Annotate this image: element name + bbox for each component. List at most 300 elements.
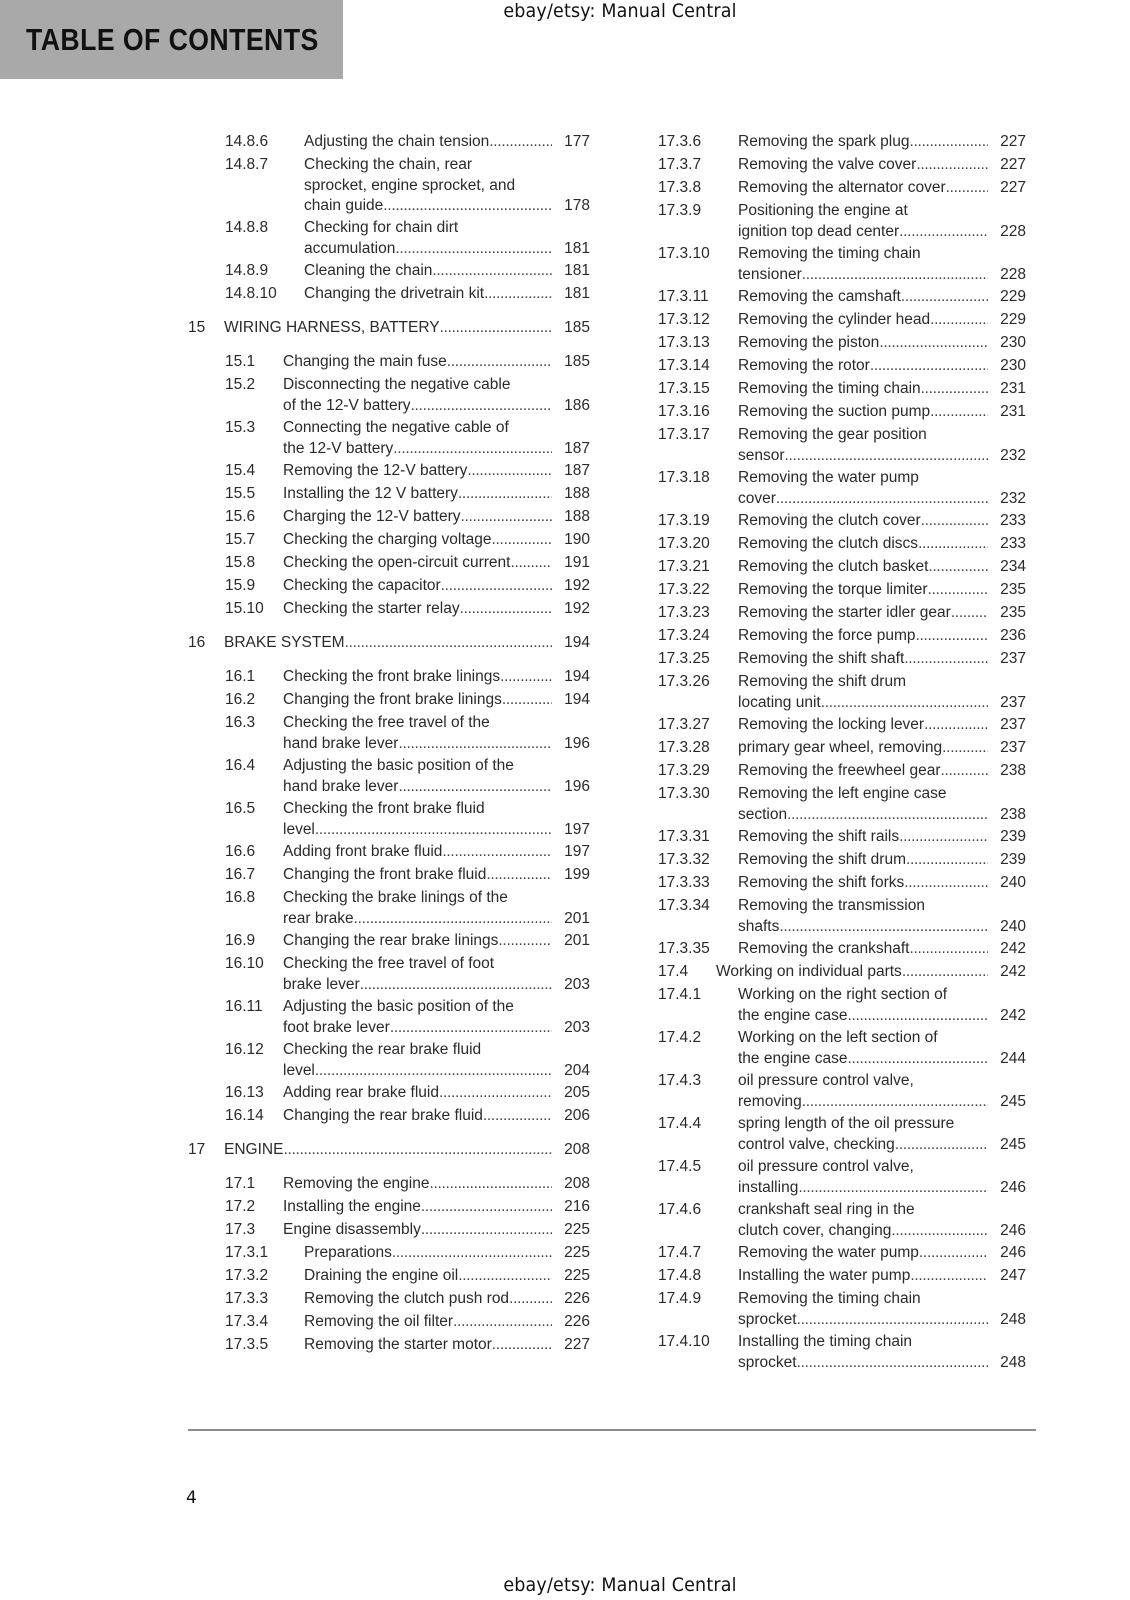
section-title: Adjusting the chain tension xyxy=(304,133,490,150)
page-ref: 196 xyxy=(564,777,590,795)
dot-leader xyxy=(879,333,988,353)
section-title: Removing the suction pump xyxy=(738,403,931,420)
section-number: 15.7 xyxy=(225,531,256,548)
section-title: Removing the left engine case xyxy=(738,785,947,802)
section-number: 16.9 xyxy=(225,932,256,949)
section-title: Draining the engine oil xyxy=(304,1267,459,1284)
section-title: tensioner xyxy=(738,265,802,283)
dot-leader xyxy=(928,557,988,577)
section-title: Disconnecting the negative cable xyxy=(283,376,511,393)
dot-leader xyxy=(802,265,988,285)
section-title: clutch cover, changing xyxy=(738,1221,892,1239)
section-title: section xyxy=(738,805,788,823)
dot-leader xyxy=(930,310,988,330)
page-ref: 228 xyxy=(1000,265,1026,283)
toc-entry-line[interactable] xyxy=(0,265,1040,285)
section-title: Positioning the engine at xyxy=(738,202,908,219)
toc-entry-line[interactable] xyxy=(0,1310,1040,1330)
dot-leader xyxy=(951,603,988,623)
section-number: 17.3.13 xyxy=(658,334,710,351)
dot-leader xyxy=(802,1092,988,1112)
toc-entry-line[interactable] xyxy=(0,1092,1040,1112)
dot-leader xyxy=(891,1221,988,1241)
section-number: 15.3 xyxy=(225,419,256,436)
toc-entry-line[interactable] xyxy=(0,738,1040,758)
page-ref: 235 xyxy=(1000,581,1026,598)
section-title: oil pressure control valve, xyxy=(738,1072,914,1089)
toc-entry-line[interactable] xyxy=(0,310,1040,330)
dot-leader xyxy=(899,222,988,242)
section-number: 17.3.12 xyxy=(658,311,710,328)
section-title: rear brake xyxy=(283,909,354,927)
section-number: 17.4.9 xyxy=(658,1290,702,1307)
section-title: Removing the shift drum xyxy=(738,851,906,868)
toc-entry-line[interactable] xyxy=(0,446,1040,466)
page-ref: 192 xyxy=(564,577,590,594)
section-title: Changing the front brake linings xyxy=(283,691,502,708)
toc-entry-line[interactable] xyxy=(0,1028,1040,1048)
dot-leader xyxy=(847,1006,988,1026)
section-title: Removing the locking lever xyxy=(738,716,925,733)
page-ref: 201 xyxy=(564,909,590,927)
page-ref: 230 xyxy=(1000,334,1026,351)
page-ref: 191 xyxy=(564,554,590,571)
section-title: accumulation xyxy=(304,239,396,257)
section-title: primary gear wheel, removing xyxy=(738,739,943,756)
dot-leader xyxy=(946,178,988,198)
section-number: 17.3.20 xyxy=(658,535,710,552)
toc-entry-line[interactable] xyxy=(0,917,1040,937)
toc-entry-line[interactable] xyxy=(0,1135,1040,1155)
section-number: 17.2 xyxy=(225,1198,256,1215)
dot-leader xyxy=(904,649,988,669)
dot-leader xyxy=(785,446,988,466)
section-title: Removing the valve cover xyxy=(738,156,917,173)
section-number: 15.2 xyxy=(225,376,256,393)
page-ref: 185 xyxy=(564,319,590,336)
section-number: 16.11 xyxy=(225,998,263,1015)
section-title: Removing the rotor xyxy=(738,357,870,374)
section-title: ENGINE xyxy=(224,1141,284,1158)
section-title: Charging the 12-V battery xyxy=(283,508,461,525)
section-number: 17.3.33 xyxy=(658,874,710,891)
section-number: 17.3.17 xyxy=(658,426,710,443)
section-title: locating unit xyxy=(738,693,821,711)
toc-entry-line[interactable] xyxy=(0,244,1040,264)
page-ref: 238 xyxy=(1000,762,1026,779)
toc-entry-line[interactable] xyxy=(0,201,1040,221)
toc-entry-line[interactable] xyxy=(0,1071,1040,1091)
page-ref: 225 xyxy=(564,1267,590,1284)
section-title: Changing the rear brake linings xyxy=(283,932,499,949)
section-title: Checking the charging voltage xyxy=(283,531,492,548)
toc-entry-line[interactable] xyxy=(0,1353,1040,1373)
page-ref: 187 xyxy=(564,462,590,479)
section-number: 17.3.23 xyxy=(658,604,710,621)
toc-entry-line[interactable] xyxy=(0,1243,1040,1263)
section-number: 17.3 xyxy=(225,1221,256,1238)
section-title: spring length of the oil pressure xyxy=(738,1115,955,1132)
page-ref: 203 xyxy=(564,1018,590,1036)
toc-entry-line[interactable] xyxy=(0,379,1040,399)
section-title: Removing the timing chain xyxy=(738,1290,921,1307)
page-ref: 190 xyxy=(564,531,590,548)
dot-leader xyxy=(797,1353,988,1373)
toc-entry-line[interactable] xyxy=(0,761,1040,781)
toc-entry-line[interactable] xyxy=(0,603,1040,623)
section-number: 17.3.6 xyxy=(658,133,702,150)
dot-leader xyxy=(918,534,988,554)
section-title: oil pressure control valve, xyxy=(738,1158,914,1175)
page-ref: 235 xyxy=(1000,604,1026,621)
dot-leader xyxy=(899,827,988,847)
toc-entry-line[interactable] xyxy=(0,155,1040,175)
page-ref: 234 xyxy=(1000,558,1026,575)
section-title: Removing the crankshaft xyxy=(738,940,910,957)
section-title: Checking the front brake fluid xyxy=(283,800,485,817)
section-number: 15.8 xyxy=(225,554,256,571)
section-number: 17.3.25 xyxy=(658,650,710,667)
page-ref: 248 xyxy=(1000,1310,1026,1328)
toc-entry-line[interactable] xyxy=(0,425,1040,445)
section-title: Removing the 12-V battery xyxy=(283,462,468,479)
page-ref: 177 xyxy=(564,133,590,150)
section-number: 17.3.15 xyxy=(658,380,710,397)
section-title: of the 12-V battery xyxy=(283,396,411,414)
page-ref: 226 xyxy=(564,1313,590,1330)
section-title: Installing the water pump xyxy=(738,1267,911,1284)
section-number: 17.1 xyxy=(225,1175,256,1192)
page-ref: 237 xyxy=(1000,650,1026,667)
dot-leader xyxy=(910,1266,988,1286)
section-number: 17.4.7 xyxy=(658,1244,702,1261)
page-ref: 245 xyxy=(1000,1135,1026,1153)
section-title: Installing the engine xyxy=(283,1198,421,1215)
section-number: 16.3 xyxy=(225,714,256,731)
toc-header-banner xyxy=(0,0,343,79)
toc-entry-line[interactable] xyxy=(0,489,1040,509)
section-number: 15.1 xyxy=(225,353,256,370)
toc-entry-line[interactable] xyxy=(0,222,1040,242)
dot-leader xyxy=(928,580,988,600)
section-number: 16.14 xyxy=(225,1107,264,1124)
section-title: level xyxy=(283,820,315,838)
toc-entry-line[interactable] xyxy=(0,1049,1040,1069)
section-title: Adding front brake fluid xyxy=(283,843,443,860)
dot-leader xyxy=(930,402,988,422)
page-ref: 203 xyxy=(564,975,590,993)
toc-entry-line[interactable] xyxy=(0,850,1040,870)
section-number: 17 xyxy=(188,1141,206,1158)
toc-entry-line[interactable] xyxy=(0,1200,1040,1220)
section-number: 17.4.10 xyxy=(658,1333,710,1350)
page-ref: 231 xyxy=(1000,403,1026,420)
page-ref: 206 xyxy=(564,1107,590,1124)
page-ref: 194 xyxy=(564,691,590,708)
toc-entry-line[interactable] xyxy=(0,132,1040,152)
section-title: Checking the brake linings of the xyxy=(283,889,508,906)
page-ref: 208 xyxy=(564,1175,590,1192)
toc-entry-line[interactable] xyxy=(0,402,1040,422)
page-ref: 244 xyxy=(1000,1049,1026,1067)
section-title: Removing the camshaft xyxy=(738,288,901,305)
toc-entry-line[interactable] xyxy=(0,287,1040,307)
dot-leader xyxy=(915,626,988,646)
page-ref: 188 xyxy=(564,485,590,502)
page-ref: 186 xyxy=(564,396,590,414)
section-number: 16.4 xyxy=(225,757,256,774)
section-number: 14.8.10 xyxy=(225,285,277,302)
page-ref: 181 xyxy=(564,262,590,279)
section-title: Removing the engine xyxy=(283,1175,430,1192)
section-title: Cleaning the chain xyxy=(304,262,433,279)
section-title: Installing the timing chain xyxy=(738,1333,913,1350)
toc-entry-line[interactable] xyxy=(0,827,1040,847)
section-title: brake lever xyxy=(283,975,360,993)
page-ref: 201 xyxy=(564,932,590,949)
section-title: Removing the shift forks xyxy=(738,874,905,891)
dot-leader xyxy=(909,132,988,152)
dot-leader xyxy=(909,939,988,959)
toc-entry-line[interactable] xyxy=(0,1332,1040,1352)
section-number: 16.8 xyxy=(225,889,256,906)
toc-entry-line[interactable] xyxy=(0,715,1040,735)
section-number: 17.3.18 xyxy=(658,469,710,486)
section-title: Checking the free travel of the xyxy=(283,714,490,731)
toc-entry-line[interactable] xyxy=(0,896,1040,916)
toc-entry-line[interactable] xyxy=(0,939,1040,959)
toc-entry-line[interactable] xyxy=(0,805,1040,825)
section-number: 17.4.4 xyxy=(658,1115,702,1132)
section-number: 17.4.8 xyxy=(658,1267,702,1284)
page-ref: 232 xyxy=(1000,489,1026,507)
section-number: 17.3.26 xyxy=(658,673,710,690)
page-ref: 225 xyxy=(564,1244,590,1261)
toc-entry-line[interactable] xyxy=(0,693,1040,713)
toc-entry-line[interactable] xyxy=(0,985,1040,1005)
toc-entry-line[interactable] xyxy=(0,580,1040,600)
section-title: Checking the free travel of foot xyxy=(283,955,495,972)
toc-entry-line[interactable] xyxy=(0,962,1040,982)
section-title: Removing the clutch basket xyxy=(738,558,929,575)
toc-entry-line[interactable] xyxy=(0,784,1040,804)
dot-leader xyxy=(787,805,988,825)
page-ref: 239 xyxy=(1000,828,1026,845)
dot-leader xyxy=(870,356,988,376)
section-title: Changing the drivetrain kit xyxy=(304,285,485,302)
page-ref: 237 xyxy=(1000,693,1026,711)
section-title: Removing the gear position xyxy=(738,426,927,443)
page-ref: 230 xyxy=(1000,357,1026,374)
section-title: installing xyxy=(738,1178,799,1196)
dot-leader xyxy=(821,693,988,713)
toc-entry-line[interactable] xyxy=(0,1178,1040,1198)
section-number: 17.3.8 xyxy=(658,179,702,196)
page-ref: 226 xyxy=(564,1290,590,1307)
section-title: Removing the alternator cover xyxy=(738,179,946,196)
dot-leader xyxy=(916,155,988,175)
page-ref: 246 xyxy=(1000,1178,1026,1196)
toc-entry-line[interactable] xyxy=(0,1266,1040,1286)
page-ref: 232 xyxy=(1000,446,1026,464)
page-ref: 181 xyxy=(564,239,590,257)
section-number: 14.8.7 xyxy=(225,156,269,173)
section-title: sprocket xyxy=(738,1310,797,1328)
section-title: Working on individual parts xyxy=(716,963,902,980)
section-number: 17.3.19 xyxy=(658,512,710,529)
section-title: level xyxy=(283,1061,315,1079)
section-number: 17.3.35 xyxy=(658,940,710,957)
toc-entry-line[interactable] xyxy=(0,873,1040,893)
section-number: 16.13 xyxy=(225,1084,264,1101)
toc-entry-line[interactable] xyxy=(0,1289,1040,1309)
toc-entry-line[interactable] xyxy=(0,649,1040,669)
section-title: sprocket xyxy=(738,1353,797,1371)
page-ref: 194 xyxy=(564,634,590,651)
toc-entry-line[interactable] xyxy=(0,356,1040,376)
toc-entry-line[interactable] xyxy=(0,557,1040,577)
page-ref: 237 xyxy=(1000,716,1026,733)
toc-entry-line[interactable] xyxy=(0,672,1040,692)
section-title: Removing the freewheel gear xyxy=(738,762,941,779)
section-title: Removing the timing chain xyxy=(738,380,921,397)
section-title: Removing the force pump xyxy=(738,627,916,644)
page-ref: 242 xyxy=(1000,963,1026,980)
section-title: Removing the oil filter xyxy=(304,1313,454,1330)
section-number: 17.3.31 xyxy=(658,828,710,845)
dot-leader xyxy=(901,287,988,307)
section-title: Removing the piston xyxy=(738,334,880,351)
dot-leader xyxy=(940,761,988,781)
section-title: ignition top dead center xyxy=(738,222,900,240)
section-number: 16.10 xyxy=(225,955,264,972)
section-title: Working on the left section of xyxy=(738,1029,938,1046)
section-title: Removing the torque limiter xyxy=(738,581,928,598)
page-ref: 229 xyxy=(1000,288,1026,305)
page-ref: 237 xyxy=(1000,739,1026,756)
page-ref: 227 xyxy=(564,1336,590,1353)
section-title: Checking the open-circuit current xyxy=(283,554,511,571)
section-number: 16 xyxy=(188,634,206,651)
toc-entry-line[interactable] xyxy=(0,1114,1040,1134)
section-number: 16.7 xyxy=(225,866,256,883)
section-number: 17.3.10 xyxy=(658,245,710,262)
section-number: 17.3.32 xyxy=(658,851,710,868)
page-ref: 178 xyxy=(564,197,590,214)
section-title: the engine case xyxy=(738,1006,848,1024)
toc-entry-line[interactable] xyxy=(0,1006,1040,1026)
section-title: hand brake lever xyxy=(283,734,399,752)
section-title: Checking the starter relay xyxy=(283,600,460,617)
toc-entry-line[interactable] xyxy=(0,1221,1040,1241)
toc-entry-line[interactable] xyxy=(0,511,1040,531)
toc-entry-line[interactable] xyxy=(0,534,1040,554)
dot-leader xyxy=(776,489,988,509)
page-ref: 242 xyxy=(1000,1006,1026,1024)
section-number: 17.3.16 xyxy=(658,403,710,420)
page-ref: 181 xyxy=(564,285,590,302)
section-number: 17.3.9 xyxy=(658,202,702,219)
section-number: 17.4.5 xyxy=(658,1158,702,1175)
section-number: 15.6 xyxy=(225,508,256,525)
section-number: 15 xyxy=(188,319,206,336)
watermark-bottom: ebay/etsy: Manual Central xyxy=(503,1574,737,1596)
dot-leader xyxy=(902,962,988,982)
page-ref: 240 xyxy=(1000,874,1026,891)
section-title: Removing the shift shaft xyxy=(738,650,905,667)
page-ref: 242 xyxy=(1000,940,1026,957)
section-number: 17.3.3 xyxy=(225,1290,269,1307)
dot-leader xyxy=(798,1178,988,1198)
section-title: Removing the spark plug xyxy=(738,133,910,150)
section-number: 15.9 xyxy=(225,577,256,594)
section-number: 17.4.3 xyxy=(658,1072,702,1089)
toc-entry-line[interactable] xyxy=(0,333,1040,353)
section-number: 17.4.6 xyxy=(658,1201,702,1218)
section-title: foot brake lever xyxy=(283,1018,390,1036)
section-number: 15.4 xyxy=(225,462,256,479)
section-number: 17.3.27 xyxy=(658,716,710,733)
page-ref: 194 xyxy=(564,668,590,685)
dot-leader xyxy=(924,715,988,735)
section-title: cover xyxy=(738,489,776,507)
section-number: 17.3.22 xyxy=(658,581,710,598)
toc-entry-line[interactable] xyxy=(0,1157,1040,1177)
page-ref: 197 xyxy=(564,820,590,838)
footer-divider xyxy=(188,1429,1036,1431)
section-number: 14.8.9 xyxy=(225,262,269,279)
section-number: 16.6 xyxy=(225,843,256,860)
section-title: the engine case xyxy=(738,1049,848,1067)
section-number: 16.5 xyxy=(225,800,256,817)
section-title: Removing the clutch cover xyxy=(738,512,921,529)
section-title: Removing the clutch push rod xyxy=(304,1290,510,1307)
page-ref: 225 xyxy=(564,1221,590,1238)
page-ref: 216 xyxy=(564,1198,590,1215)
section-number: 16.1 xyxy=(225,668,256,685)
page-ref: 236 xyxy=(1000,627,1026,644)
section-title: WIRING HARNESS, BATTERY xyxy=(224,319,440,336)
toc-entry-line[interactable] xyxy=(0,626,1040,646)
dot-leader xyxy=(921,379,988,399)
section-number: 17.3.29 xyxy=(658,762,710,779)
section-title: sprocket, engine sprocket, and xyxy=(304,176,516,194)
page-ref: 197 xyxy=(564,843,590,860)
toc-entry-line[interactable] xyxy=(0,178,1040,198)
section-title: Changing the front brake fluid xyxy=(283,866,487,883)
section-title: Removing the starter idler gear xyxy=(738,604,951,621)
section-title: Removing the water pump xyxy=(738,1244,919,1261)
page-ref: 247 xyxy=(1000,1267,1026,1284)
section-title: control valve, checking xyxy=(738,1135,895,1153)
section-number: 17.3.34 xyxy=(658,897,710,914)
toc-entry-line[interactable] xyxy=(0,468,1040,488)
page-number: 4 xyxy=(186,1488,197,1508)
section-title: Checking the rear brake fluid xyxy=(283,1041,482,1058)
section-title: Removing the cylinder head xyxy=(738,311,931,328)
section-number: 17.3.21 xyxy=(658,558,710,575)
page-ref: 228 xyxy=(1000,222,1026,240)
section-number: 16.2 xyxy=(225,691,256,708)
dot-leader xyxy=(895,1135,988,1155)
dot-leader xyxy=(942,738,988,758)
page-ref: 246 xyxy=(1000,1244,1026,1261)
section-number: 17.4 xyxy=(658,963,689,980)
section-title: BRAKE SYSTEM xyxy=(224,634,345,651)
section-number: 17.3.4 xyxy=(225,1313,269,1330)
section-number: 17.4.2 xyxy=(658,1029,702,1046)
page-ref: 248 xyxy=(1000,1353,1026,1371)
